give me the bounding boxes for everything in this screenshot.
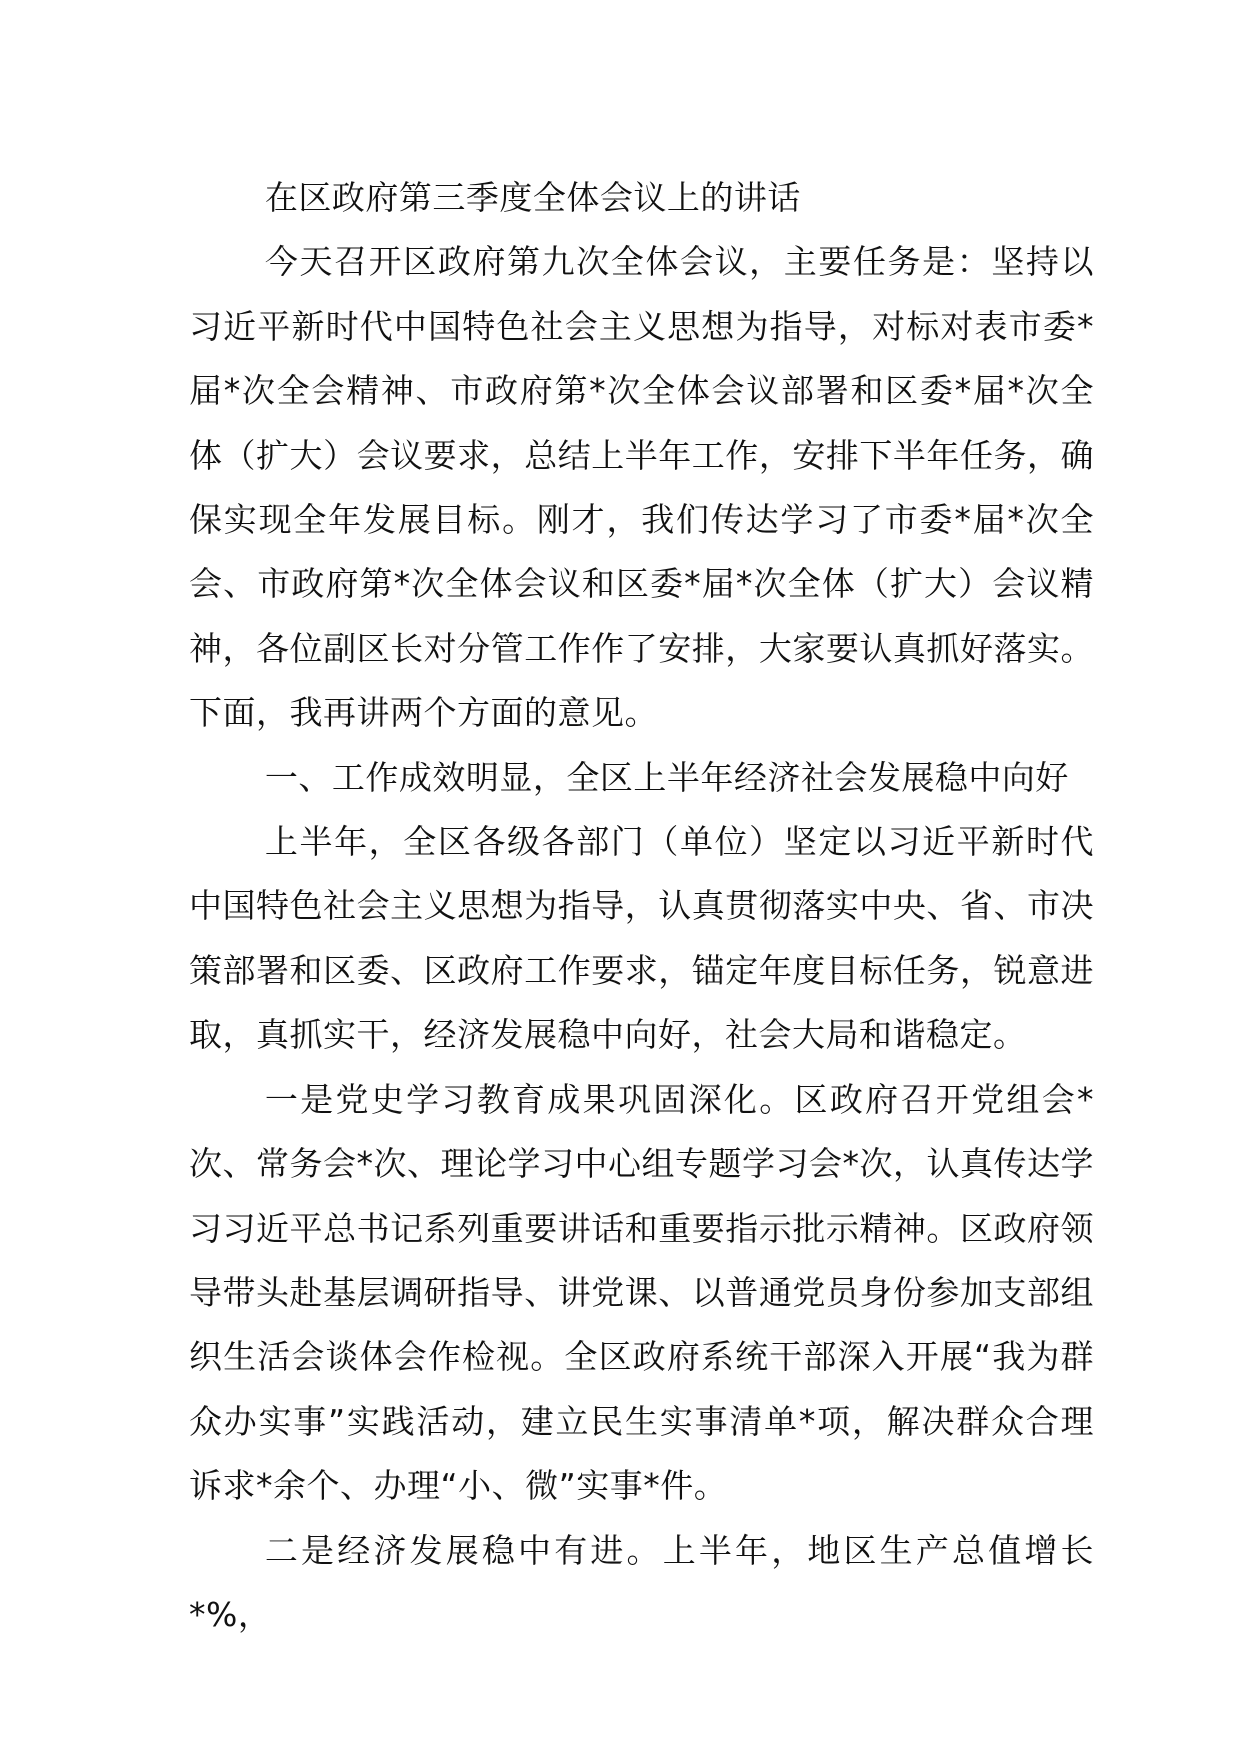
- section-heading-1: 一、工作成效明显，全区上半年经济社会发展稳中向好: [264, 757, 1069, 797]
- speech-title: 在区政府第三季度全体会议上的讲话: [264, 178, 801, 217]
- document-body: [189, 166, 1094, 1647]
- paragraph-opening: 今天召开区政府第九次全体会议，主要任务是：坚持以习近平新时代中国特色社会主义思想为指导，对标对表市委*届*次全会精神、市政府第*次全体会议部署和区委*届*次全体（扩大）会议要求，总结上半年工作，安排下半年任务，确保实现全年发展目标。刚才，我们传达学习了市委*届*次全会、市政府第*次全体会议和区委*届*次全体（扩大）会议精神，各位副区长对分管工作作了安排，大家要认真抓好落实。下面，我再讲两个方面的意见。: [189, 242, 1094, 733]
- paragraph-economy: 二是经济发展稳中有进。上半年，地区生产总值增长*%，: [189, 1530, 1094, 1634]
- paragraph-party-history: 一是党史学习教育成果巩固深化。区政府召开党组会*次、常务会*次、理论学习中心组专题学习会*次，认真传达学习习近平总书记系列重要讲话和重要指示批示精神。区政府领导带头赴基层调研指导、讲党课、以普通党员身份参加支部组织生活会谈体会作检视。全区政府系统干部深入开展“我为群众办实事”实践活动，建立民生实事清单*项，解决群众合理诉求*余个、办理“小、微”实事*件。: [189, 1079, 1094, 1506]
- paragraph-overview: 上半年，全区各级各部门（单位）坚定以习近平新时代中国特色社会主义思想为指导，认真贯彻落实中央、省、市决策部署和区委、区政府工作要求，锚定年度目标任务，锐意进取，真抓实干，经济发展稳中向好，社会大局和谐稳定。: [189, 822, 1094, 1055]
